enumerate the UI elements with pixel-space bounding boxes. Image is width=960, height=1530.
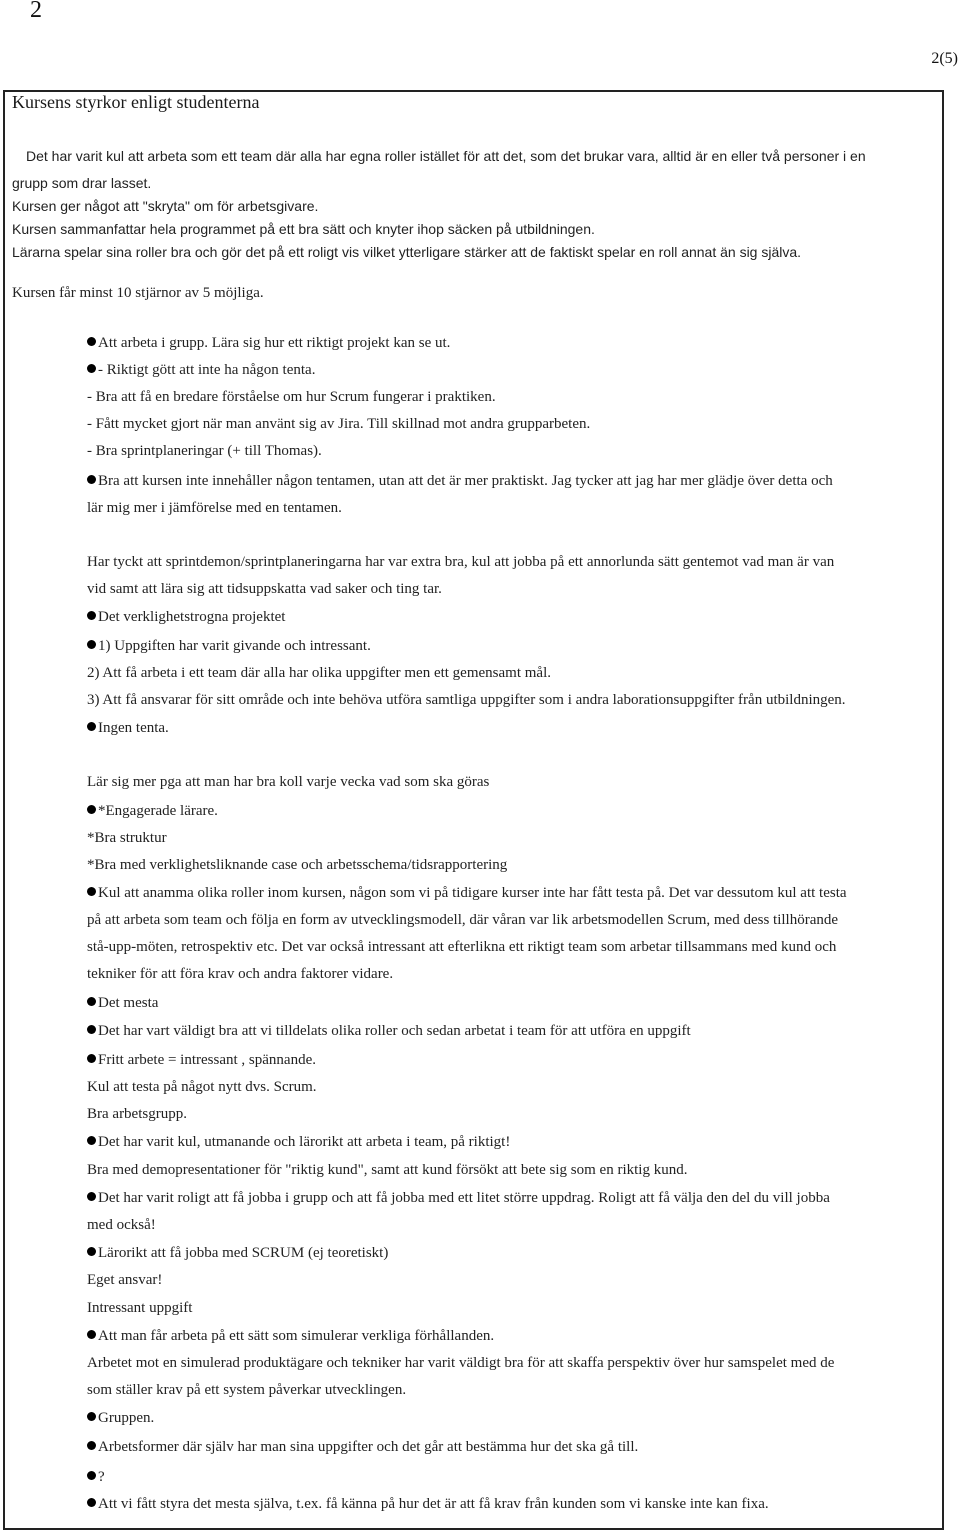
bullet-icon	[87, 1054, 96, 1063]
comment-text: Det har varit kul att arbeta som ett team där alla har egna roller istället för att det, som det brukar vara, alltid är en eller två personer i en	[26, 148, 866, 164]
bullet-icon	[87, 805, 96, 814]
page-number-corner: 2	[30, 0, 42, 23]
comment-text: grupp som drar lasset.	[12, 175, 152, 191]
comment-line	[87, 1160, 687, 1180]
comment-text: - Bra att få en bredare förståelse om hur Scrum fungerar i praktiken.	[87, 389, 496, 405]
comment-text: Kul att testa på något nytt dvs. Scrum.	[87, 1079, 317, 1095]
comment-line	[87, 937, 836, 957]
comment-line	[87, 1270, 162, 1290]
comment-text: vid samt att lära sig att tidsuppskatta vad saker och ting tar.	[87, 581, 442, 597]
comment-text: Bra med demopresentationer för "riktig kund", samt att kund försökt att bete sig som en riktig kund.	[87, 1162, 688, 1178]
comment-text: - Riktigt gött att inte ha någon tenta.	[98, 362, 316, 378]
page-count: 2(5)	[931, 50, 958, 67]
comment-text: Intressant uppgift	[87, 1300, 193, 1316]
comment-text: Kursen sammanfattar hela programmet på ett bra sätt och knyter ihop säcken på utbildningen.	[12, 221, 595, 237]
comment-line	[87, 910, 838, 930]
comment-line	[87, 360, 315, 380]
comment-text: Lär sig mer pga att man har bra koll varje vecka vad som ska göras	[87, 774, 490, 790]
comment-line	[87, 607, 285, 627]
comment-line	[12, 219, 595, 239]
comment-line	[87, 1132, 510, 1152]
comment-line	[87, 636, 371, 656]
bullet-icon	[87, 640, 96, 649]
comment-text: Eget ansvar!	[87, 1272, 163, 1288]
comment-line	[87, 663, 551, 683]
comment-text: Lärorikt att få jobba med SCRUM (ej teoretiskt)	[98, 1245, 389, 1261]
comment-line	[87, 1380, 406, 1400]
comment-line	[87, 579, 442, 599]
comment-text: - Bra sprintplaneringar (+ till Thomas).	[87, 443, 322, 459]
comment-line	[87, 828, 167, 848]
comment-line	[87, 552, 834, 572]
comment-line	[87, 387, 496, 407]
comment-line	[12, 242, 801, 262]
comment-line	[87, 883, 847, 903]
bullet-icon	[87, 1136, 96, 1145]
comment-line	[87, 1104, 187, 1124]
comment-text: Det har varit roligt att få jobba i grupp och att få jobba med ett litet större uppdrag. Roligt att få välja den del du vill jobba	[98, 1190, 830, 1206]
comment-text: Att vi fått styra det mesta själva, t.ex. få känna på hur det är att få krav från kunden som vi kanske inte kan fixa.	[98, 1496, 769, 1512]
comment-line	[87, 855, 507, 875]
comment-text: tekniker för att föra krav och andra faktorer vidare.	[87, 966, 394, 982]
bullet-icon	[87, 337, 96, 346]
comment-line	[87, 1077, 317, 1097]
comment-text: Det har vart väldigt bra att vi tilldelats olika roller och sedan arbetat i team för att utföra en uppgift	[98, 1023, 691, 1039]
comment-line	[87, 1298, 192, 1318]
comment-line	[87, 690, 846, 710]
comment-text: - Fått mycket gjort när man använt sig av Jira. Till skillnad mot andra grupparbeten.	[87, 416, 591, 432]
comment-text: Ingen tenta.	[98, 720, 169, 736]
comment-text: Fritt arbete = intressant , spännande.	[98, 1052, 316, 1068]
bullet-icon	[87, 722, 96, 731]
comment-text: Kursen får minst 10 stjärnor av 5 möjliga.	[12, 285, 264, 301]
comment-line	[87, 414, 590, 434]
comment-text: Arbetsformer där själv har man sina uppgifter och det går att bestämma hur det ska gå till.	[98, 1439, 639, 1455]
comment-text: lär mig mer i jämförelse med en tentamen.	[87, 500, 342, 516]
bullet-icon	[87, 997, 96, 1006]
comment-line	[87, 1437, 638, 1457]
comment-line	[12, 283, 264, 303]
comment-line	[87, 333, 450, 353]
comment-text: *Bra med verklighetsliknande case och arbetsschema/tidsrapportering	[87, 857, 508, 873]
comment-text: som ställer krav på ett system påverkar utvecklingen.	[87, 1382, 407, 1398]
comment-text: 2) Att få arbeta i ett team där alla har olika uppgifter men ett gemensamt mål.	[87, 665, 551, 681]
comment-line	[87, 1243, 388, 1263]
comment-text: stå-upp-möten, retrospektiv etc. Det var också intressant att efterlikna ett riktigt team som arbetar tillsammans med kund och	[87, 939, 837, 955]
comment-text: 3) Att få ansvarar för sitt område och inte behöva utföra samtliga uppgifter som i andra laborationsuppgifter från utbildningen.	[87, 692, 846, 708]
bullet-icon	[87, 887, 96, 896]
bullet-icon	[87, 611, 96, 620]
comment-line	[12, 173, 151, 193]
comment-text: *Engagerade lärare.	[98, 803, 218, 819]
comment-line	[87, 1467, 105, 1487]
comment-text: Arbetet mot en simulerad produktägare och tekniker har varit väldigt bra för att skaffa perspektiv över hur samspelet med de	[87, 1355, 835, 1371]
comment-text: ?	[98, 1469, 105, 1485]
comment-line	[87, 1408, 154, 1428]
comment-text: Det verklighetstrogna projektet	[98, 609, 286, 625]
section-title: Kursens styrkor enligt studenterna	[12, 92, 260, 112]
bullet-icon	[87, 1441, 96, 1450]
comment-line	[87, 1353, 834, 1373]
comment-line	[12, 196, 318, 216]
bullet-icon	[87, 1471, 96, 1480]
bullet-icon	[87, 475, 96, 484]
comment-text: Det har varit kul, utmanande och lärorikt att arbeta i team, på riktigt!	[98, 1134, 511, 1150]
comment-text: med också!	[87, 1217, 156, 1233]
comment-line	[87, 1050, 316, 1070]
comment-text: Det mesta	[98, 995, 159, 1011]
comment-line	[87, 498, 342, 518]
comment-line	[87, 1188, 830, 1208]
comment-line	[87, 1021, 691, 1041]
comment-text: Bra att kursen inte innehåller någon tentamen, utan att det är mer praktiskt. Jag tycker att jag har mer glädje över detta och	[98, 473, 833, 489]
comment-text: Bra arbetsgrupp.	[87, 1106, 187, 1122]
comment-text: Gruppen.	[98, 1410, 155, 1426]
bullet-icon	[87, 1025, 96, 1034]
comment-line	[87, 993, 158, 1013]
comment-line	[87, 718, 169, 738]
bullet-icon	[87, 1192, 96, 1201]
comment-text: Att arbeta i grupp. Lära sig hur ett riktigt projekt kan se ut.	[98, 335, 451, 351]
comment-text: på att arbeta som team och följa en form av utvecklingsmodell, där våran var lik arbetsmodellen Scrum, med dess tillhörande	[87, 912, 839, 928]
comment-line	[87, 471, 833, 491]
comment-line	[87, 1215, 156, 1235]
bullet-icon	[87, 1330, 96, 1339]
comment-text: Kul att anamma olika roller inom kursen, någon som vi på tidigare kurser inte har fått testa på. Det var dessutom kul att testa	[98, 885, 847, 901]
comment-line	[87, 964, 393, 984]
comment-line	[87, 1326, 494, 1346]
comment-line	[87, 1494, 769, 1514]
bullet-icon	[87, 1247, 96, 1256]
bullet-icon	[87, 1498, 96, 1507]
comment-line	[26, 146, 866, 166]
comment-line	[87, 441, 322, 461]
comment-text: Att man får arbeta på ett sätt som simulerar verkliga förhållanden.	[98, 1328, 495, 1344]
comment-text: Lärarna spelar sina roller bra och gör det på ett roligt vis vilket ytterligare stärker att de faktiskt spelar en roll annat än sig själva.	[12, 244, 802, 260]
comment-text: Har tyckt att sprintdemon/sprintplaneringarna har var extra bra, kul att jobba på ett annorlunda sätt gentemot vad man är van	[87, 554, 835, 570]
comment-line	[87, 801, 218, 821]
comment-text: *Bra struktur	[87, 830, 167, 846]
bullet-icon	[87, 1412, 96, 1421]
comment-line	[87, 772, 489, 792]
bullet-icon	[87, 364, 96, 373]
comment-text: Kursen ger något att "skryta" om för arbetsgivare.	[12, 198, 319, 214]
comment-text: 1) Uppgiften har varit givande och intressant.	[98, 638, 371, 654]
